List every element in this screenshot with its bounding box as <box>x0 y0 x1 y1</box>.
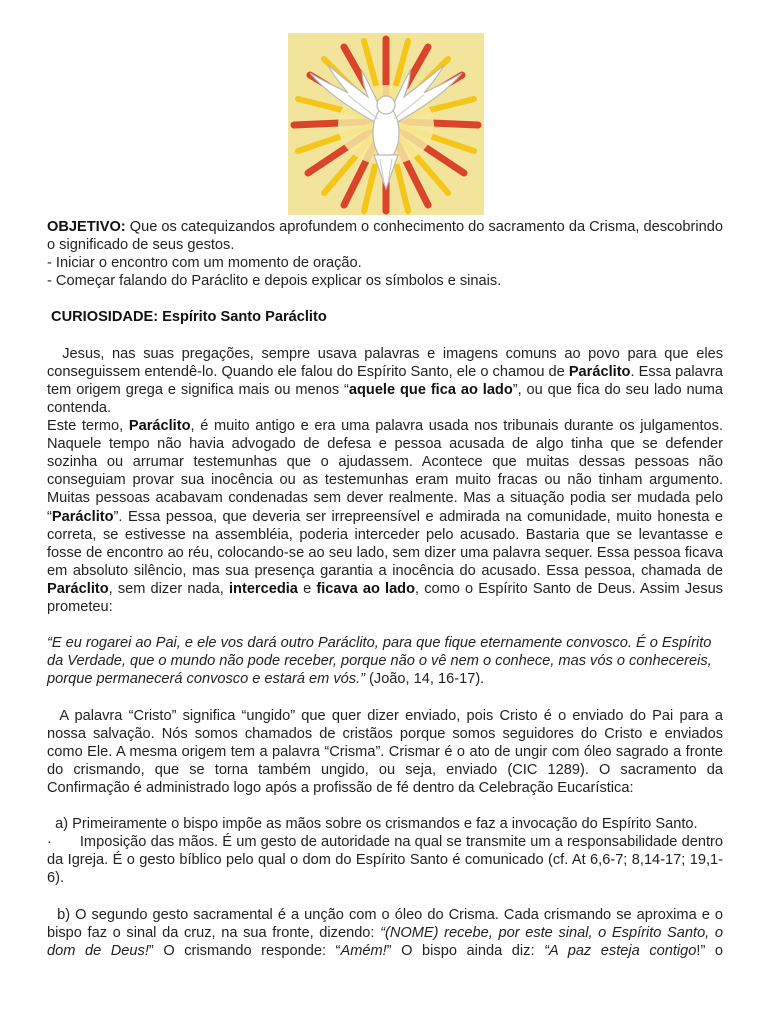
gesture-bullet: · Imposição das mãos. É um gesto de autoridade na qual se transmite um a responsabilidade dentro da Igreja. É o gesto bíblico pelo qual o dom do Espírito Santo é comunicado (cf. At 6,6-7; 8,14-17; 19,1-6). <box>47 834 723 887</box>
objective-bullet: - Começar falando do Paráclito e depois explicar os símbolos e sinais. <box>47 273 502 290</box>
gesture-b-paragraph: b) O segundo gesto sacramental é a unção com o óleo do Crisma. Cada crismando se aproxima e o bispo faz o sinal da cruz, na sua fronte, dizendo: “(NOME) recebe, por este sinal, o Espírito Santo, o dom de Deus!” O crismando responde: “Amém!” O bispo ainda diz: “A paz esteja contigo!” o <box>47 906 728 959</box>
objective-label: OBJETIVO: <box>47 219 126 235</box>
document-body <box>47 218 728 960</box>
gesture-a-paragraph: a) Primeiramente o bispo impõe as mãos sobre os crismandos e faz a invocação do Espírito Santo. <box>47 816 698 833</box>
scripture-quote: “E eu rogarei ao Pai, e ele vos dará outro Paráclito, para que fique eternamente convosco. É o Espírito da Verdade, que o mundo não pode receber, porque não o vê nem o conhece, mas vós o conhecereis, porque permanecerá convosco e estará em vós.” (João, 14, 16-17). <box>47 635 712 688</box>
objective-paragraph: OBJETIVO: Que os catequizandos aprofundem o conhecimento do sacramento da Crisma, descobrindo o significado de seus gestos. <box>47 219 723 254</box>
body-paragraph: Este termo, Paráclito, é muito antigo e era uma palavra usada nos tribunais durante os julgamentos. Naquele tempo não havia advogado de defesa e pessoa acusada de algo tinha que se defender sozinha ou arrumar testemunhas que o ajudassem. Acontece que muitas dessas pessoas não conseguiam provar sua inocência ou as testemunhas eram muito fracas ou não tinham argumento. Muitas pessoas acabavam condenadas sem dever realmente. Mas a situação podia ser mudada pelo “Paráclito”. Essa pessoa, que deveria ser irrepreensível e admirada na comunidade, muito honesta e correta, se estivesse na assembléia, poderia interceder pelo acusado. Bastaria que se levantasse e fosse de encontro ao réu, colocando-se ao seu lado, sem dizer uma palavra sequer. Essa pessoa ficava em absoluto silêncio, mas sua presença garantia a inocência do acusado. Essa pessoa, chamada de Paráclito, sem dizer nada, intercedia e ficava ao lado, como o Espírito Santo de Deus. Assim Jesus prometeu: <box>47 418 723 615</box>
holy-spirit-dove-image <box>288 33 484 215</box>
body-paragraph: A palavra “Cristo” significa “ungido” que quer dizer enviado, pois Cristo é o enviado do Pai para a nossa salvação. Nós somos chamados de cristãos porque somos seguidores do Cristo e enviados como Ele. A mesma origem tem a palavra “Crisma”. Crismar é o ato de ungir com óleo sagrado a fronte do crismando, que se torna também ungido, ou seja, enviado (CIC 1289). O sacramento da Confirmação é administrado logo após a profissão de fé dentro da Celebração Eucarística: <box>47 707 728 796</box>
body-paragraph: Jesus, nas suas pregações, sempre usava palavras e imagens comuns ao povo para que eles conseguissem entendê-lo. Quando ele falou do Espírito Santo, ele o chamou de Paráclito. Essa palavra tem origem grega e significa mais ou menos “aquele que fica ao lado”, ou que fica do seu lado numa contenda. <box>47 345 728 416</box>
section-heading: CURIOSIDADE: Espírito Santo Paráclito <box>47 309 327 326</box>
objective-bullet: - Iniciar o encontro com um momento de oração. <box>47 255 362 272</box>
holy-spirit-dove-icon <box>288 33 484 215</box>
